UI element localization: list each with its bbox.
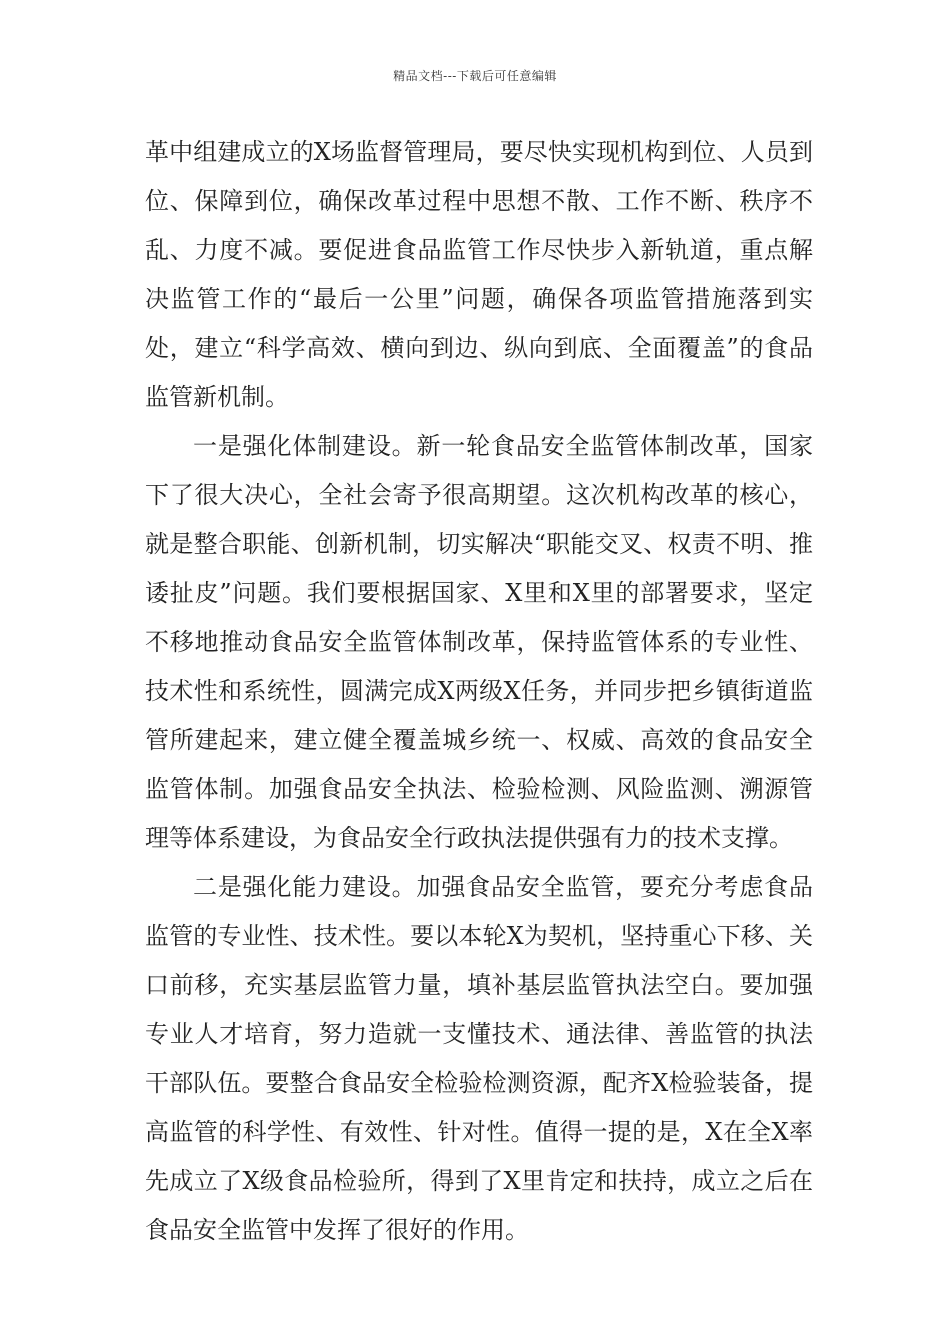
page-header: 精品文档---下载后可任意编辑 xyxy=(393,69,557,83)
paragraph-continuation: 革中组建成立的X场监督管理局，要尽快实现机构到位、人员到位、保障到位，确保改革过程中思想不散、工作不断、秩序不乱、力度不减。要促进食品监管工作尽快步入新轨道，重点解决监管工作的“最后一公里”问题，确保各项监管措施落到实处，建立“科学高效、横向到边、纵向到底、全面覆盖”的食品监管新机制。 xyxy=(145,138,813,411)
paragraph-system-building: 一是强化体制建设。新一轮食品安全监管体制改革，国家下了很大决心，全社会寄予很高期望。这次机构改革的核心，就是整合职能、创新机制，切实解决“职能交叉、权责不明、推诿扯皮”问题。我们要根据国家、X里和X里的部署要求，坚定不移地推动食品安全监管体制改革，保持监管体系的专业性、技术性和系统性，圆满完成X两级X任务，并同步把乡镇街道监管所建起来，建立健全覆盖城乡统一、权威、高效的食品安全监管体制。加强食品安全执法、检验检测、风险监测、溯源管理等体系建设，为食品安全行政执法提供强有力的技术支撑。 xyxy=(145,432,813,852)
paragraph-capacity-building: 二是强化能力建设。加强食品安全监管，要充分考虑食品监管的专业性、技术性。要以本轮X为契机，坚持重心下移、关口前移，充实基层监管力量，填补基层监管执法空白。要加强专业人才培育，努力造就一支懂技术、通法律、善监管的执法干部队伍。要整合食品安全检验检测资源，配齐X检验装备，提高监管的科学性、有效性、针对性。值得一提的是，X在全X率先成立了X级食品检验所，得到了X里肯定和扶持，成立之后在食品安全监管中发挥了很好的作用。 xyxy=(145,873,813,1244)
document-body xyxy=(145,128,813,1255)
